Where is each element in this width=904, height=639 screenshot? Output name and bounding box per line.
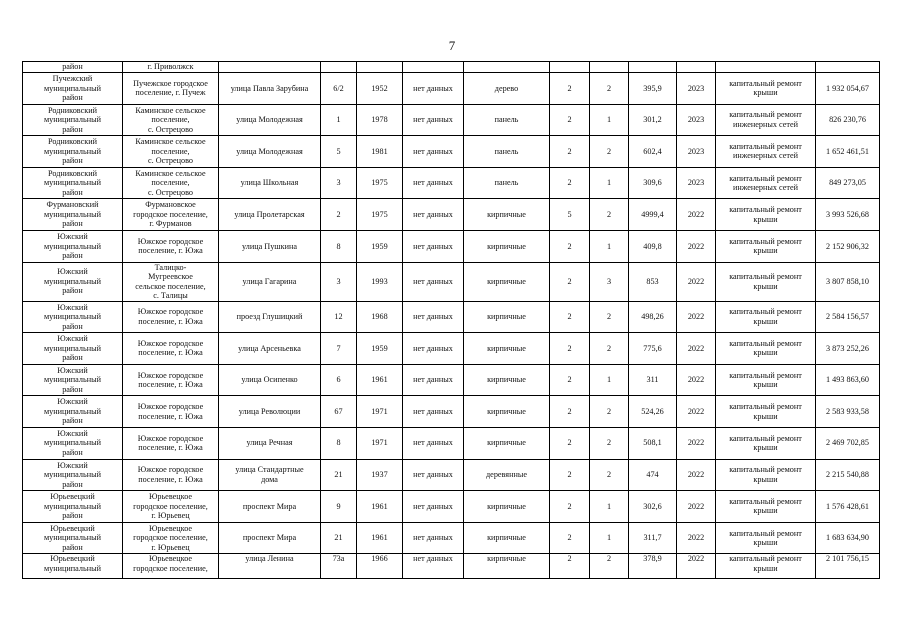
year-cell: 1961 [357,364,403,396]
material-cell: кирпичные [464,230,550,262]
plan-year-cell: 2023 [677,167,716,199]
material-cell: панель [464,136,550,168]
house-number-cell: 8 [321,230,357,262]
area-cell: 474 [629,459,677,491]
year-cell: 1961 [357,522,403,554]
district-cell: Родниковский муниципальный район [23,167,123,199]
entrances-cell: 1 [590,491,629,523]
floors-cell: 5 [550,199,590,231]
status-cell: нет данных [403,364,464,396]
plan-year-cell: 2022 [677,491,716,523]
cost-cell: 2 583 933,58 [816,396,880,428]
floors-cell: 2 [550,522,590,554]
cost-cell: 1 932 054,67 [816,73,880,105]
entrances-cell: 1 [590,167,629,199]
material-cell: кирпичные [464,333,550,365]
entrances-cell: 2 [590,459,629,491]
district-cell: Южский муниципальный район [23,364,123,396]
settlement-cell: Каминское сельское поселение, с. Острецово [123,167,219,199]
settlement-cell: Юрьевецкое городское поселение, [123,554,219,579]
settlement-cell: Юрьевецкое городское поселение, г. Юрьевец [123,522,219,554]
cost-cell: 2 584 156,57 [816,301,880,333]
district-cell: Юрьевецкий муниципальный район [23,522,123,554]
area-cell: 395,9 [629,73,677,105]
plan-year-cell: 2022 [677,199,716,231]
repair-program-table [22,61,880,579]
entrances-cell: 2 [590,333,629,365]
district-cell: район [23,62,123,73]
plan-year-cell: 2023 [677,73,716,105]
cost-cell: 1 493 863,60 [816,364,880,396]
status-cell: нет данных [403,199,464,231]
entrances-cell: 3 [590,262,629,301]
work-type-cell: капитальный ремонт инженерных сетей [716,167,816,199]
cost-cell: 1 683 634,90 [816,522,880,554]
entrances-cell: 1 [590,230,629,262]
status-cell [403,62,464,73]
settlement-cell: Пучежское городское поселение, г. Пучеж [123,73,219,105]
floors-cell: 2 [550,554,590,579]
cost-cell: 3 807 858,10 [816,262,880,301]
settlement-cell: Южское городское поселение, г. Южа [123,364,219,396]
settlement-cell: Каминское сельское поселение, с. Острецово [123,136,219,168]
floors-cell: 2 [550,491,590,523]
year-cell: 1952 [357,73,403,105]
work-type-cell: капитальный ремонт инженерных сетей [716,104,816,136]
settlement-cell: Каминское сельское поселение, с. Острецово [123,104,219,136]
work-type-cell [716,62,816,73]
cost-cell: 2 215 540,88 [816,459,880,491]
plan-year-cell: 2022 [677,364,716,396]
house-number-cell: 3 [321,167,357,199]
status-cell: нет данных [403,459,464,491]
area-cell: 498,26 [629,301,677,333]
floors-cell: 2 [550,459,590,491]
table-row [23,136,880,168]
work-type-cell: капитальный ремонт крыши [716,199,816,231]
entrances-cell: 2 [590,396,629,428]
cost-cell: 3 873 252,26 [816,333,880,365]
entrances-cell: 1 [590,522,629,554]
year-cell: 1968 [357,301,403,333]
table-row [23,230,880,262]
table-row [23,396,880,428]
status-cell: нет данных [403,73,464,105]
district-cell: Южский муниципальный район [23,396,123,428]
house-number-cell: 12 [321,301,357,333]
settlement-cell: г. Приволжск [123,62,219,73]
table-row [23,73,880,105]
entrances-cell: 2 [590,73,629,105]
table-row [23,491,880,523]
page-number: 7 [448,38,456,53]
settlement-cell: Фурмановское городское поселение, г. Фурманов [123,199,219,231]
area-cell: 775,6 [629,333,677,365]
house-number-cell: 21 [321,459,357,491]
table-row [23,199,880,231]
work-type-cell: капитальный ремонт крыши [716,522,816,554]
area-cell: 309,6 [629,167,677,199]
material-cell: кирпичные [464,491,550,523]
status-cell: нет данных [403,522,464,554]
material-cell: кирпичные [464,554,550,579]
work-type-cell: капитальный ремонт крыши [716,396,816,428]
entrances-cell: 2 [590,554,629,579]
entrances-cell: 2 [590,199,629,231]
street-cell: улица Павла Зарубина [219,73,321,105]
entrances-cell: 2 [590,301,629,333]
material-cell: дерево [464,73,550,105]
work-type-cell: капитальный ремонт крыши [716,491,816,523]
area-cell: 302,6 [629,491,677,523]
street-cell: улица Речная [219,427,321,459]
year-cell: 1975 [357,167,403,199]
plan-year-cell: 2022 [677,301,716,333]
table-row [23,167,880,199]
material-cell: кирпичные [464,262,550,301]
floors-cell: 2 [550,333,590,365]
area-cell: 508,1 [629,427,677,459]
house-number-cell: 73а [321,554,357,579]
status-cell: нет данных [403,136,464,168]
material-cell: кирпичные [464,364,550,396]
material-cell: кирпичные [464,396,550,428]
plan-year-cell: 2023 [677,104,716,136]
area-cell: 311 [629,364,677,396]
district-cell: Юрьевецкий муниципальный район [23,491,123,523]
house-number-cell: 21 [321,522,357,554]
work-type-cell: капитальный ремонт крыши [716,230,816,262]
table-row [23,554,880,579]
settlement-cell: Южское городское поселение, г. Южа [123,396,219,428]
floors-cell: 2 [550,73,590,105]
work-type-cell: капитальный ремонт крыши [716,459,816,491]
year-cell: 1993 [357,262,403,301]
settlement-cell: Южское городское поселение, г. Южа [123,301,219,333]
street-cell: улица Гагарина [219,262,321,301]
table-row [23,459,880,491]
work-type-cell: капитальный ремонт крыши [716,427,816,459]
cost-cell: 3 993 526,68 [816,199,880,231]
district-cell: Юрьевецкий муниципальный [23,554,123,579]
entrances-cell [590,62,629,73]
cost-cell: 849 273,05 [816,167,880,199]
house-number-cell: 5 [321,136,357,168]
house-number-cell [321,62,357,73]
house-number-cell: 1 [321,104,357,136]
plan-year-cell: 2022 [677,554,716,579]
street-cell: улица Арсеньевка [219,333,321,365]
work-type-cell: капитальный ремонт крыши [716,333,816,365]
area-cell: 409,8 [629,230,677,262]
street-cell: улица Пролетарская [219,199,321,231]
house-number-cell: 2 [321,199,357,231]
street-cell: проспект Мира [219,522,321,554]
year-cell: 1971 [357,427,403,459]
table-row [23,522,880,554]
settlement-cell: Южское городское поселение, г. Южа [123,230,219,262]
plan-year-cell: 2022 [677,333,716,365]
area-cell: 853 [629,262,677,301]
plan-year-cell: 2022 [677,262,716,301]
district-cell: Южский муниципальный район [23,459,123,491]
entrances-cell: 2 [590,427,629,459]
floors-cell [550,62,590,73]
house-number-cell: 3 [321,262,357,301]
plan-year-cell: 2022 [677,427,716,459]
material-cell: деревянные [464,459,550,491]
house-number-cell: 6/2 [321,73,357,105]
year-cell: 1959 [357,230,403,262]
floors-cell: 2 [550,262,590,301]
year-cell: 1959 [357,333,403,365]
status-cell: нет данных [403,262,464,301]
plan-year-cell: 2022 [677,459,716,491]
material-cell: кирпичные [464,522,550,554]
street-cell: улица Революции [219,396,321,428]
work-type-cell: капитальный ремонт крыши [716,301,816,333]
area-cell: 4999,4 [629,199,677,231]
status-cell: нет данных [403,333,464,365]
district-cell: Родниковский муниципальный район [23,104,123,136]
status-cell: нет данных [403,167,464,199]
plan-year-cell: 2023 [677,136,716,168]
year-cell [357,62,403,73]
cost-cell: 1 652 461,51 [816,136,880,168]
floors-cell: 2 [550,167,590,199]
table-row [23,364,880,396]
area-cell: 378,9 [629,554,677,579]
floors-cell: 2 [550,301,590,333]
area-cell: 301,2 [629,104,677,136]
floors-cell: 2 [550,427,590,459]
table-row [23,427,880,459]
plan-year-cell: 2022 [677,230,716,262]
district-cell: Пучежский муниципальный район [23,73,123,105]
house-number-cell: 67 [321,396,357,428]
district-cell: Южский муниципальный район [23,262,123,301]
year-cell: 1975 [357,199,403,231]
floors-cell: 2 [550,396,590,428]
area-cell [629,62,677,73]
street-cell: улица Пушкина [219,230,321,262]
work-type-cell: капитальный ремонт крыши [716,262,816,301]
entrances-cell: 1 [590,364,629,396]
status-cell: нет данных [403,104,464,136]
street-cell [219,62,321,73]
table-row [23,301,880,333]
area-cell: 524,26 [629,396,677,428]
street-cell: улица Молодежная [219,104,321,136]
table-body [23,62,880,579]
plan-year-cell [677,62,716,73]
material-cell [464,62,550,73]
house-number-cell: 6 [321,364,357,396]
year-cell: 1961 [357,491,403,523]
status-cell: нет данных [403,396,464,428]
status-cell: нет данных [403,554,464,579]
cost-cell [816,62,880,73]
work-type-cell: капитальный ремонт крыши [716,554,816,579]
cost-cell: 2 101 756,15 [816,554,880,579]
work-type-cell: капитальный ремонт крыши [716,73,816,105]
work-type-cell: капитальный ремонт инженерных сетей [716,136,816,168]
table-row [23,104,880,136]
entrances-cell: 1 [590,104,629,136]
material-cell: кирпичные [464,199,550,231]
cost-cell: 2 469 702,85 [816,427,880,459]
year-cell: 1971 [357,396,403,428]
street-cell: улица Ленина [219,554,321,579]
floors-cell: 2 [550,136,590,168]
settlement-cell: Южское городское поселение, г. Южа [123,333,219,365]
street-cell: проспект Мира [219,491,321,523]
material-cell: панель [464,167,550,199]
status-cell: нет данных [403,491,464,523]
material-cell: панель [464,104,550,136]
house-number-cell: 9 [321,491,357,523]
plan-year-cell: 2022 [677,522,716,554]
year-cell: 1937 [357,459,403,491]
floors-cell: 2 [550,364,590,396]
status-cell: нет данных [403,427,464,459]
street-cell: улица Осипенко [219,364,321,396]
street-cell: улица Стандартные дома [219,459,321,491]
cost-cell: 826 230,76 [816,104,880,136]
area-cell: 311,7 [629,522,677,554]
settlement-cell: Талицко- Мугреевское сельское поселение, с. Талицы [123,262,219,301]
district-cell: Южский муниципальный район [23,427,123,459]
material-cell: кирпичные [464,427,550,459]
year-cell: 1981 [357,136,403,168]
table-row [23,333,880,365]
table-row [23,262,880,301]
status-cell: нет данных [403,301,464,333]
settlement-cell: Юрьевецкое городское поселение, г. Юрьевец [123,491,219,523]
district-cell: Родниковский муниципальный район [23,136,123,168]
floors-cell: 2 [550,230,590,262]
cost-cell: 2 152 906,32 [816,230,880,262]
year-cell: 1978 [357,104,403,136]
district-cell: Южский муниципальный район [23,301,123,333]
street-cell: проезд Глушицкий [219,301,321,333]
house-number-cell: 8 [321,427,357,459]
cost-cell: 1 576 428,61 [816,491,880,523]
plan-year-cell: 2022 [677,396,716,428]
district-cell: Южский муниципальный район [23,230,123,262]
settlement-cell: Южское городское поселение, г. Южа [123,459,219,491]
settlement-cell: Южское городское поселение, г. Южа [123,427,219,459]
entrances-cell: 2 [590,136,629,168]
year-cell: 1966 [357,554,403,579]
table-row [23,62,880,73]
material-cell: кирпичные [464,301,550,333]
work-type-cell: капитальный ремонт крыши [716,364,816,396]
house-number-cell: 7 [321,333,357,365]
district-cell: Фурмановский муниципальный район [23,199,123,231]
floors-cell: 2 [550,104,590,136]
street-cell: улица Молодежная [219,136,321,168]
status-cell: нет данных [403,230,464,262]
street-cell: улица Школьная [219,167,321,199]
district-cell: Южский муниципальный район [23,333,123,365]
area-cell: 602,4 [629,136,677,168]
